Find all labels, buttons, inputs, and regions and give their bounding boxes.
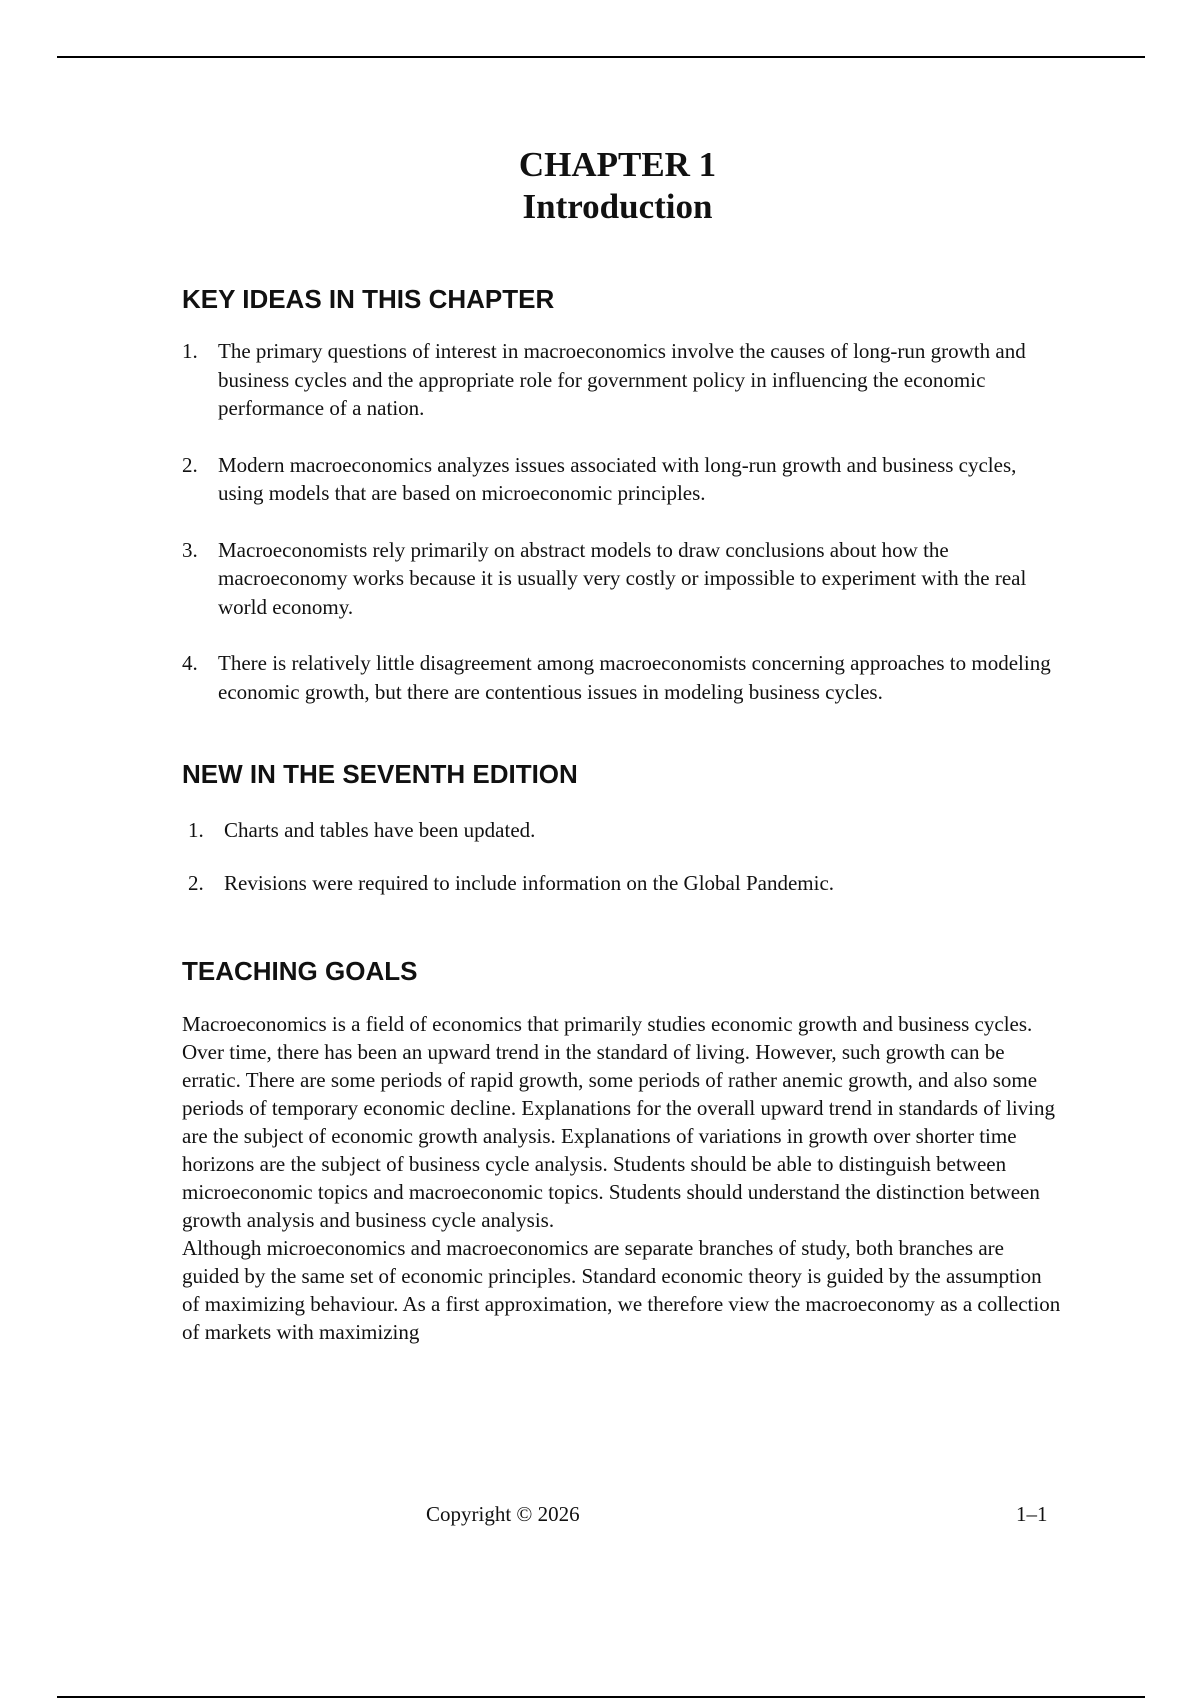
chapter-number: CHAPTER 1 [518, 145, 717, 184]
list-item-number: 1. [188, 818, 204, 842]
key-ideas-list [182, 337, 1062, 706]
top-rule [57, 56, 1145, 58]
list-item [182, 649, 1062, 706]
list-item [182, 337, 1062, 423]
teaching-goals-body [182, 1010, 1062, 1346]
key-ideas-heading: KEY IDEAS IN THIS CHAPTER [182, 284, 555, 314]
list-item-text: Modern macroeconomics analyzes issues associated with long-run growth and business cycles, using models that are based on microeconomic principles. [218, 452, 1017, 505]
list-item-number: 3. [182, 537, 198, 562]
teaching-goals-heading: TEACHING GOALS [182, 956, 418, 986]
list-item-text: There is relatively little disagreement among macroeconomists concerning approaches to modeling economic growth, but there are contentious issues in modeling business cycles. [218, 651, 1051, 704]
list-item [182, 869, 1062, 897]
list-item-text: Charts and tables have been updated. [224, 818, 536, 842]
list-item-text: The primary questions of interest in macroeconomics involve the causes of long-run growth and business cycles and the appropriate role for government policy in influencing the economic performance of a nation. [218, 339, 1026, 420]
chapter-heading [0, 144, 1200, 228]
teaching-goals-paragraph: Macroeconomics is a field of economics that primarily studies economic growth and business cycles. Over time, there has been an upward trend in the standard of living. However, such growth can be erratic. There are some periods of rapid growth, some periods of rather anemic growth, and also some periods of temporary economic decline. Explanations for the overall upward trend in standards of living are the subject of economic growth analysis. Explanations of variations in growth over shorter time horizons are the subject of business cycle analysis. Students should be able to distinguish between microeconomic topics and macroeconomic topics. Students should understand the distinction between growth analysis and business cycle analysis. [182, 1012, 1055, 1232]
footer-page-number: 1–1 [1016, 1502, 1048, 1526]
list-item [182, 816, 1062, 844]
list-item-text: Macroeconomists rely primarily on abstract models to draw conclusions about how the macroeconomy works because it is usually very costly or impossible to experiment with the real world economy. [218, 537, 1027, 619]
list-item-number: 2. [188, 871, 204, 895]
list-item-number: 2. [182, 452, 198, 477]
chapter-title: Introduction [522, 187, 713, 226]
list-item [182, 536, 1062, 622]
list-item-text: Revisions were required to include information on the Global Pandemic. [224, 871, 835, 895]
list-item-number: 1. [182, 339, 198, 363]
new-edition-list [182, 816, 1062, 897]
footer-copyright: Copyright © 2026 [426, 1502, 580, 1526]
list-item-number: 4. [182, 651, 198, 675]
bottom-rule [57, 1696, 1145, 1698]
page-content [182, 283, 1062, 1346]
teaching-goals-paragraph: Although microeconomics and macroeconomics are separate branches of study, both branches are guided by the same set of economic principles. Standard economic theory is guided by the assumption of maximizing behaviour. As a first approximation, we therefore view the macroeconomy as a collection of markets with maximizing [182, 1236, 1061, 1344]
new-edition-heading: NEW IN THE SEVENTH EDITION [182, 759, 578, 789]
list-item [182, 451, 1062, 508]
